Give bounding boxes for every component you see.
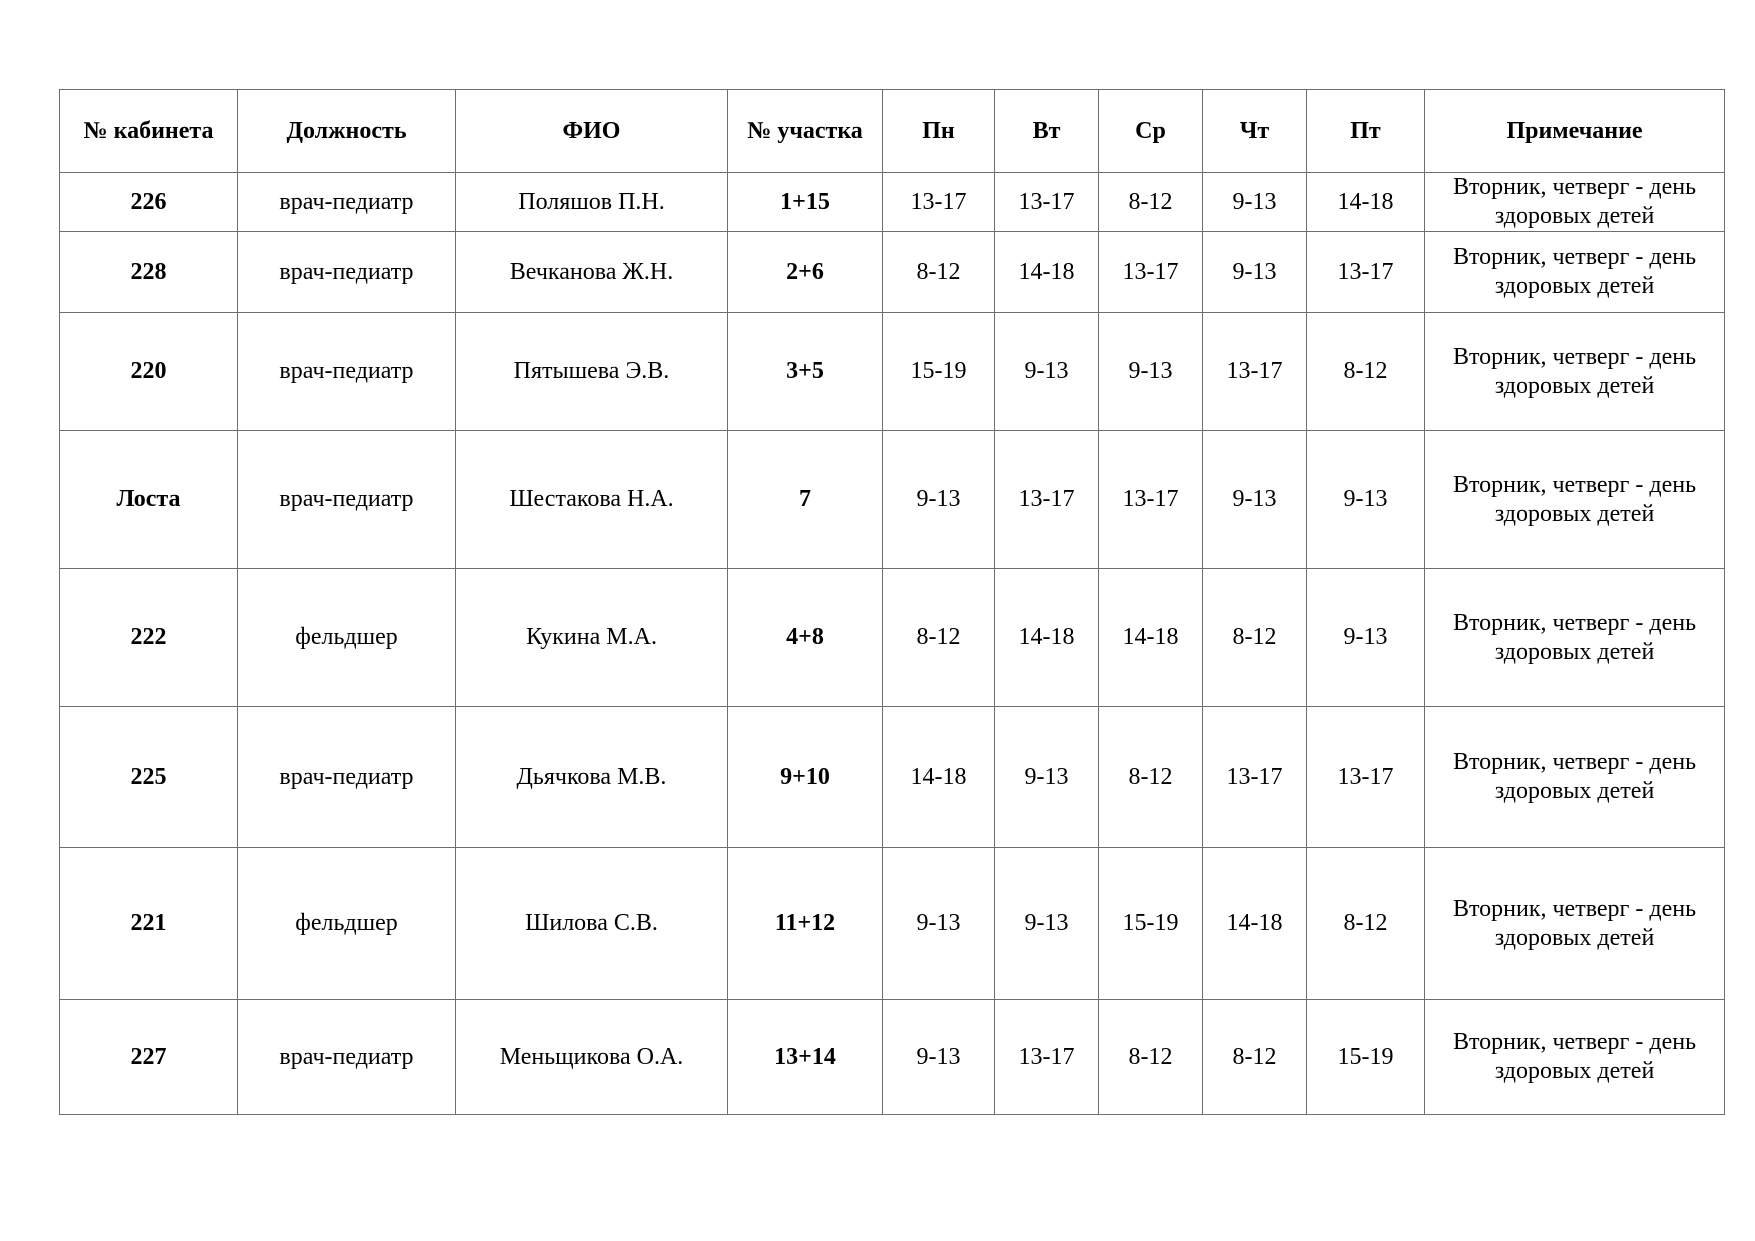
cell-position: врач-педиатр [238, 313, 456, 431]
cell-thu: 9-13 [1203, 173, 1307, 232]
cell-cabinet: 226 [60, 173, 238, 232]
cell-note [1425, 232, 1725, 313]
cell-wed: 8-12 [1099, 173, 1203, 232]
cell-tue: 14-18 [995, 569, 1099, 707]
cell-mon: 13-17 [883, 173, 995, 232]
cell-cabinet: 228 [60, 232, 238, 313]
cell-wed: 9-13 [1099, 313, 1203, 431]
table-row [60, 313, 1725, 431]
cell-note [1425, 431, 1725, 569]
cell-cabinet: 225 [60, 707, 238, 848]
header-cabinet: № кабинета [60, 90, 238, 173]
table-row [60, 173, 1725, 232]
cell-district: 2+6 [728, 232, 883, 313]
cell-name: Поляшов П.Н. [456, 173, 728, 232]
cell-position: врач-педиатр [238, 431, 456, 569]
cell-fri: 9-13 [1307, 431, 1425, 569]
note-line-2: здоровых детей [1494, 500, 1655, 527]
header-wed: Ср [1099, 90, 1203, 173]
cell-wed: 13-17 [1099, 431, 1203, 569]
cell-mon: 9-13 [883, 848, 995, 1000]
cell-mon: 8-12 [883, 569, 995, 707]
header-fri: Пт [1307, 90, 1425, 173]
header-name: ФИО [456, 90, 728, 173]
header-note: Примечание [1425, 90, 1725, 173]
cell-tue: 13-17 [995, 1000, 1099, 1115]
cell-fri: 13-17 [1307, 232, 1425, 313]
table-row [60, 232, 1725, 313]
cell-thu: 14-18 [1203, 848, 1307, 1000]
header-district: № участка [728, 90, 883, 173]
cell-district: 9+10 [728, 707, 883, 848]
note-line-1: Вторник, четверг - день [1452, 471, 1697, 498]
cell-tue: 9-13 [995, 313, 1099, 431]
cell-name: Шестакова Н.А. [456, 431, 728, 569]
header-thu: Чт [1203, 90, 1307, 173]
cell-fri: 8-12 [1307, 313, 1425, 431]
cell-name: Кукина М.А. [456, 569, 728, 707]
cell-thu: 9-13 [1203, 431, 1307, 569]
cell-tue: 14-18 [995, 232, 1099, 313]
cell-fri: 15-19 [1307, 1000, 1425, 1115]
cell-district: 3+5 [728, 313, 883, 431]
cell-note [1425, 848, 1725, 1000]
note-line-1: Вторник, четверг - день [1452, 174, 1697, 200]
cell-cabinet: 222 [60, 569, 238, 707]
cell-wed: 8-12 [1099, 1000, 1203, 1115]
cell-district: 7 [728, 431, 883, 569]
cell-position: врач-педиатр [238, 1000, 456, 1115]
cell-tue: 13-17 [995, 173, 1099, 232]
cell-district: 4+8 [728, 569, 883, 707]
table-row [60, 569, 1725, 707]
table-row [60, 848, 1725, 1000]
cell-position: врач-педиатр [238, 232, 456, 313]
cell-tue: 13-17 [995, 431, 1099, 569]
cell-district: 1+15 [728, 173, 883, 232]
cell-name: Дьячкова М.В. [456, 707, 728, 848]
note-line-2: здоровых детей [1494, 638, 1655, 665]
cell-mon: 15-19 [883, 313, 995, 431]
note-line-2: здоровых детей [1494, 273, 1655, 299]
cell-cabinet: 227 [60, 1000, 238, 1115]
note-line-2: здоровых детей [1494, 1058, 1655, 1084]
table-row [60, 707, 1725, 848]
cell-position: врач-педиатр [238, 173, 456, 232]
cell-name: Пятышева Э.В. [456, 313, 728, 431]
cell-note [1425, 1000, 1725, 1115]
cell-wed: 13-17 [1099, 232, 1203, 313]
note-line-1: Вторник, четверг - день [1452, 749, 1697, 775]
cell-fri: 13-17 [1307, 707, 1425, 848]
note-line-1: Вторник, четверг - день [1452, 244, 1697, 270]
cell-wed: 14-18 [1099, 569, 1203, 707]
note-line-2: здоровых детей [1494, 372, 1655, 399]
header-position: Должность [238, 90, 456, 173]
cell-thu: 8-12 [1203, 1000, 1307, 1115]
note-line-2: здоровых детей [1494, 924, 1655, 951]
header-row [60, 90, 1725, 173]
cell-thu: 13-17 [1203, 707, 1307, 848]
cell-mon: 8-12 [883, 232, 995, 313]
note-line-1: Вторник, четверг - день [1452, 343, 1697, 370]
cell-thu: 8-12 [1203, 569, 1307, 707]
cell-fri: 9-13 [1307, 569, 1425, 707]
cell-name: Меньщикова О.А. [456, 1000, 728, 1115]
cell-mon: 14-18 [883, 707, 995, 848]
cell-note [1425, 707, 1725, 848]
cell-mon: 9-13 [883, 1000, 995, 1115]
cell-note [1425, 173, 1725, 232]
note-line-2: здоровых детей [1494, 203, 1655, 229]
cell-wed: 8-12 [1099, 707, 1203, 848]
cell-position: врач-педиатр [238, 707, 456, 848]
header-tue: Вт [995, 90, 1099, 173]
cell-position: фельдшер [238, 848, 456, 1000]
cell-tue: 9-13 [995, 848, 1099, 1000]
cell-name: Вечканова Ж.Н. [456, 232, 728, 313]
schedule-table [59, 89, 1725, 1115]
cell-note [1425, 313, 1725, 431]
cell-cabinet: Лоста [60, 431, 238, 569]
cell-mon: 9-13 [883, 431, 995, 569]
note-line-1: Вторник, четверг - день [1452, 1029, 1697, 1055]
cell-district: 11+12 [728, 848, 883, 1000]
header-mon: Пн [883, 90, 995, 173]
cell-fri: 8-12 [1307, 848, 1425, 1000]
cell-district: 13+14 [728, 1000, 883, 1115]
note-line-1: Вторник, четверг - день [1452, 609, 1697, 636]
cell-position: фельдшер [238, 569, 456, 707]
cell-thu: 9-13 [1203, 232, 1307, 313]
cell-tue: 9-13 [995, 707, 1099, 848]
note-line-1: Вторник, четверг - день [1452, 895, 1697, 922]
cell-name: Шилова С.В. [456, 848, 728, 1000]
cell-fri: 14-18 [1307, 173, 1425, 232]
table-row [60, 1000, 1725, 1115]
table-row [60, 431, 1725, 569]
cell-cabinet: 220 [60, 313, 238, 431]
note-line-2: здоровых детей [1494, 778, 1655, 804]
cell-cabinet: 221 [60, 848, 238, 1000]
cell-note [1425, 569, 1725, 707]
cell-wed: 15-19 [1099, 848, 1203, 1000]
cell-thu: 13-17 [1203, 313, 1307, 431]
